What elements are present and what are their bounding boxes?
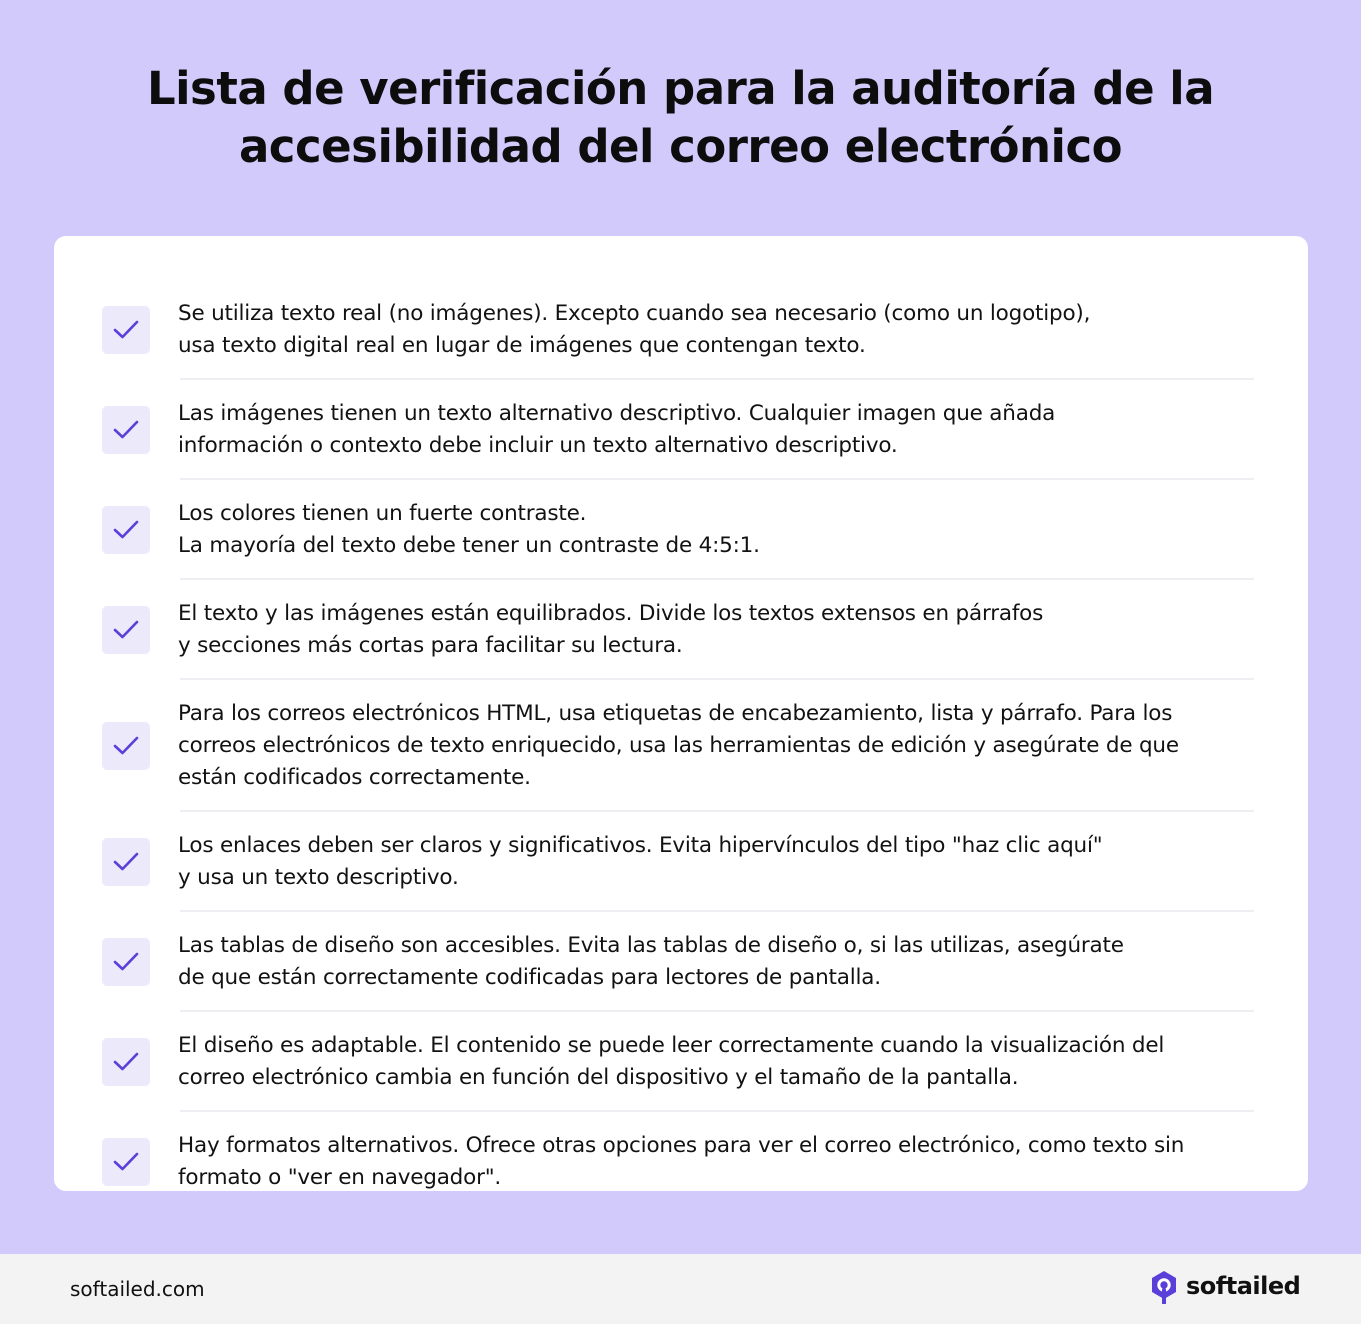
checkbox-checked-icon[interactable] xyxy=(102,938,150,986)
check-icon xyxy=(113,735,139,757)
checklist-item-line: Los enlaces deben ser claros y significativos. Evita hipervínculos del tipo "haz clic aquí" xyxy=(178,833,1103,858)
checkbox-checked-icon[interactable] xyxy=(102,1138,150,1186)
checklist-item-text xyxy=(178,830,1278,894)
checklist-item-line: La mayoría del texto debe tener un contraste de 4:5:1. xyxy=(178,533,760,558)
page-title xyxy=(0,60,1361,176)
checklist-item-line: Para los correos electrónicos HTML, usa etiquetas de encabezamiento, lista y párrafo. Para los xyxy=(178,701,1173,726)
checkbox-checked-icon[interactable] xyxy=(102,606,150,654)
softailed-logo-icon xyxy=(1150,1270,1178,1304)
checklist-item-line: correos electrónicos de texto enriquecido, usa las herramientas de edición y asegúrate de que xyxy=(178,733,1179,758)
checklist-item-line: Se utiliza texto real (no imágenes). Excepto cuando sea necesario (como un logotipo), xyxy=(178,301,1091,326)
checklist-item-line: y secciones más cortas para facilitar su lectura. xyxy=(178,633,683,658)
checkbox-checked-icon[interactable] xyxy=(102,838,150,886)
checklist-item-text xyxy=(178,1030,1278,1094)
check-icon xyxy=(113,519,139,541)
checklist-item-text xyxy=(178,398,1278,462)
checklist-item-line: El diseño es adaptable. El contenido se puede leer correctamente cuando la visualización del xyxy=(178,1033,1165,1058)
checklist-item-line: de que están correctamente codificadas para lectores de pantalla. xyxy=(178,965,881,990)
checklist-item-text xyxy=(178,1130,1278,1194)
check-icon xyxy=(113,419,139,441)
checklist-item-line: formato o "ver en navegador". xyxy=(178,1165,502,1190)
checklist-divider xyxy=(180,810,1254,812)
checklist-item-line: información o contexto debe incluir un texto alternativo descriptivo. xyxy=(178,433,898,458)
check-icon xyxy=(113,1051,139,1073)
checklist-item-line: El texto y las imágenes están equilibrados. Divide los textos extensos en párrafos xyxy=(178,601,1044,626)
checklist-item-line: están codificados correctamente. xyxy=(178,765,531,790)
checklist-divider xyxy=(180,678,1254,680)
checklist-item-text xyxy=(178,598,1278,662)
checklist-card xyxy=(54,236,1308,1191)
checklist-item-line: correo electrónico cambia en función del dispositivo y el tamaño de la pantalla. xyxy=(178,1065,1019,1090)
checklist-item-line: usa texto digital real en lugar de imágenes que contengan texto. xyxy=(178,333,866,358)
page-title-line-1: Lista de verificación para la auditoría de la xyxy=(146,62,1215,115)
checkbox-checked-icon[interactable] xyxy=(102,722,150,770)
checkbox-checked-icon[interactable] xyxy=(102,306,150,354)
checkbox-checked-icon[interactable] xyxy=(102,506,150,554)
checklist-divider xyxy=(180,578,1254,580)
checklist-item-text xyxy=(178,698,1278,794)
footer xyxy=(0,1254,1361,1324)
checklist-item-text xyxy=(178,298,1278,362)
checkbox-checked-icon[interactable] xyxy=(102,406,150,454)
check-icon xyxy=(113,319,139,341)
page-title-line-2: accesibilidad del correo electrónico xyxy=(238,120,1123,173)
check-icon xyxy=(113,851,139,873)
checklist-divider xyxy=(180,478,1254,480)
check-icon xyxy=(113,951,139,973)
checklist-item-text xyxy=(178,498,1278,562)
checklist-item-line: Hay formatos alternativos. Ofrece otras opciones para ver el correo electrónico, como texto sin xyxy=(178,1133,1185,1158)
checklist-divider xyxy=(180,910,1254,912)
checklist-divider xyxy=(180,1010,1254,1012)
checklist-item-line: Las tablas de diseño son accesibles. Evita las tablas de diseño o, si las utilizas, asegúrate xyxy=(178,933,1124,958)
checkbox-checked-icon[interactable] xyxy=(102,1038,150,1086)
checklist-divider xyxy=(180,378,1254,380)
checklist-item-line: Las imágenes tienen un texto alternativo descriptivo. Cualquier imagen que añada xyxy=(178,401,1056,426)
check-icon xyxy=(113,1151,139,1173)
checklist-item-line: y usa un texto descriptivo. xyxy=(178,865,459,890)
checklist-item-text xyxy=(178,930,1278,994)
footer-url[interactable]: softailed.com xyxy=(70,1277,205,1301)
brand-name: softailed xyxy=(1186,1272,1301,1300)
check-icon xyxy=(113,619,139,641)
checklist-divider xyxy=(180,1110,1254,1112)
checklist-item-line: Los colores tienen un fuerte contraste. xyxy=(178,501,587,526)
